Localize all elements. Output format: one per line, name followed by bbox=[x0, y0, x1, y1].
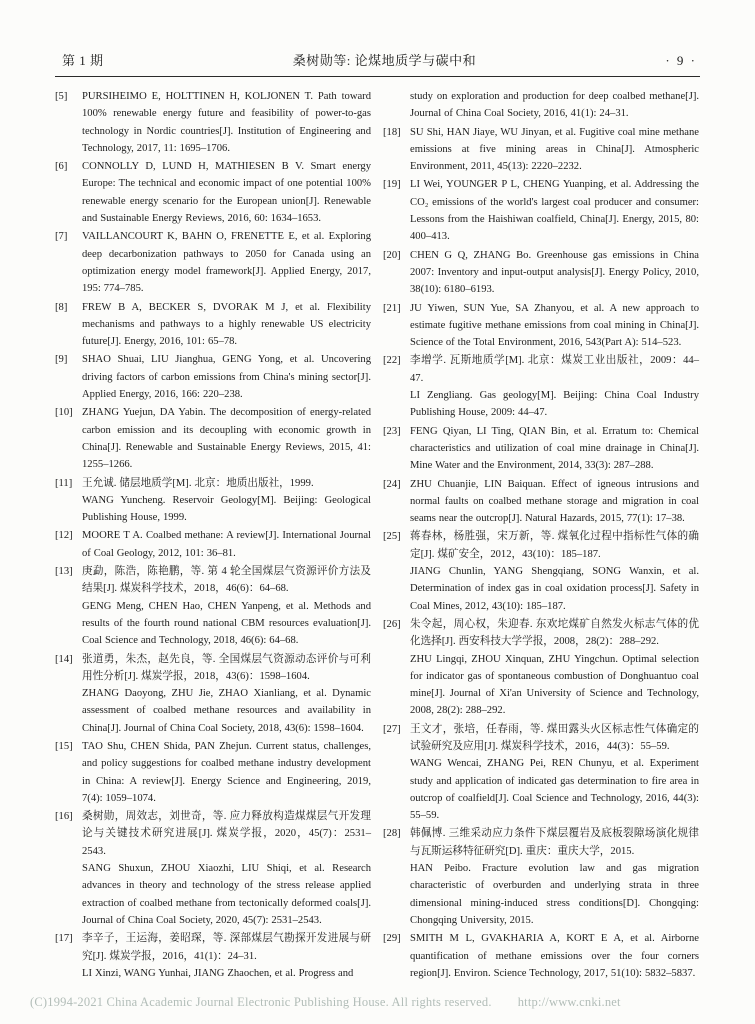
reference-text: ZHU Chuanjie, LIN Baiquan. Effect of igneous intrusions and normal faults on coalbed methane storage and migration in coal seams near the outcrop[J]. Natural Hazards, 2015, 77(1): 17–38. bbox=[410, 478, 699, 525]
reference-number: [15] bbox=[55, 740, 73, 752]
reference-entry bbox=[55, 228, 371, 297]
reference-entry bbox=[383, 300, 699, 352]
reference-number: [7] bbox=[55, 231, 68, 243]
reference-entry bbox=[55, 158, 371, 227]
page-number: · 9 · bbox=[665, 53, 697, 68]
reference-text: MOORE T A. Coalbed methane: A review[J]. International Journal of Coal Geology, 2012, 101: 36–81. bbox=[82, 530, 371, 559]
references-section bbox=[0, 88, 755, 983]
footer-url[interactable]: http://www.cnki.net bbox=[517, 995, 621, 1009]
reference-number: [9] bbox=[55, 354, 68, 366]
reference-entry bbox=[55, 88, 371, 157]
reference-text: SMITH M L, GVAKHARIA A, KORT E A, et al. Airborne quantification of methane emissions over the four corners region[J]. Environ. Science Technology, 2017, 51(10): 5832–5837. bbox=[410, 933, 699, 979]
reference-number: [13] bbox=[55, 566, 73, 578]
reference-number: [12] bbox=[55, 530, 73, 542]
running-title: 桑树勋等: 论煤地质学与碳中和 bbox=[292, 53, 477, 68]
reference-text: 桑树勋，周效志，刘世奇，等. 应力释放构造煤煤层气开发理论与关键技术研究进展[J]. 煤炭学报，2020，45(7)：2531–2543. bbox=[82, 811, 371, 857]
reference-text: ZHU Lingqi, ZHOU Xinquan, ZHU Yingchun. Optimal selection for indicator gas of spontaneous combustion of Donghuantuo coal mine[J]. Journal of Xi'an University of Science and Technology, 2008, 28(2): 288–292. bbox=[410, 653, 699, 717]
reference-entry bbox=[383, 528, 699, 614]
reference-text: WANG Yuncheng. Reservoir Geology[M]. Beijing: Geological Publishing House, 1999. bbox=[82, 494, 371, 524]
reference-text: HAN Peibo. Fracture evolution law and gas migration characteristic of overburden and underlying strata in three dimensional mining-induced stress conditions[D]. Chongqing: Chongqing University, 2015. bbox=[410, 863, 699, 926]
reference-number: [5] bbox=[55, 91, 68, 102]
copyright-text: (C)1994-2021 China Academic Journal Electronic Publishing House. All rights reserved. bbox=[30, 995, 492, 1009]
reference-entry bbox=[383, 476, 699, 528]
reference-entry bbox=[383, 176, 699, 245]
reference-text: LI Zengliang. Gas geology[M]. Beijing: China Coal Industry Publishing House, 2009: 44–47. bbox=[410, 390, 699, 419]
page-header bbox=[0, 50, 755, 69]
reference-text: 蒋春林，杨胜强，宋万新，等. 煤氧化过程中指标性气体的确定[J]. 煤矿安全，2012，43(10)：185–187. bbox=[410, 531, 699, 560]
reference-entry bbox=[383, 825, 699, 929]
reference-text: 韩佩博. 三维采动应力条件下煤层覆岩及底板裂隙场演化规律与瓦斯运移特征研究[D]. 重庆：重庆大学，2015. bbox=[410, 828, 699, 857]
reference-number: [25] bbox=[383, 531, 401, 543]
reference-text: 庚勐，陈浩，陈艳鹏，等. 第 4 轮全国煤层气资源评价方法及结果[J]. 煤炭科学技术，2018，46(6)：64–68. bbox=[82, 566, 371, 595]
reference-number: [14] bbox=[55, 653, 73, 665]
reference-number: [26] bbox=[383, 618, 401, 630]
reference-entry bbox=[55, 808, 371, 929]
reference-entry bbox=[383, 616, 699, 720]
reference-number: [27] bbox=[383, 723, 401, 735]
reference-text: 李增学. 瓦斯地质学[M]. 北京：煤炭工业出版社，2009：44–47. bbox=[410, 355, 699, 384]
reference-number: [18] bbox=[383, 126, 401, 138]
reference-entry bbox=[55, 738, 371, 807]
reference-text: 王允诚. 储层地质学[M]. 北京：地质出版社，1999. bbox=[82, 477, 314, 489]
reference-entry bbox=[55, 930, 371, 982]
reference-text: PURSIHEIMO E, HOLTTINEN H, KOLJONEN T. Path toward 100% renewable energy future and feasibility of power-to-gas technology in Nordic countries[J]. Institution of Engineering and Technology, 2017, 11: 1695–1706. bbox=[82, 91, 371, 154]
reference-entry bbox=[55, 475, 371, 527]
references-column-left bbox=[55, 88, 371, 983]
reference-number: [17] bbox=[55, 933, 73, 945]
reference-entry bbox=[383, 721, 699, 825]
reference-number: [21] bbox=[383, 302, 401, 314]
reference-text: LI Xinzi, WANG Yunhai, JIANG Zhaochen, et al. Progress and bbox=[82, 967, 354, 979]
reference-number: [8] bbox=[55, 301, 68, 313]
reference-text: 张道勇，朱杰，赵先良，等. 全国煤层气资源动态评价与可利用性分析[J]. 煤炭学报，2018，43(6)：1598–1604. bbox=[82, 653, 371, 682]
header-rule bbox=[55, 76, 700, 77]
reference-text: CHEN G Q, ZHANG Bo. Greenhouse gas emissions in China 2007: Inventory and input-output analysis[J]. Energy Policy, 2010, 38(10): 6180–6193. bbox=[410, 249, 699, 296]
issue-label: 第 1 期 bbox=[62, 53, 104, 68]
references-column-right bbox=[383, 88, 699, 983]
reference-text: SANG Shuxun, ZHOU Xiaozhi, LIU Shiqi, et al. Research advances in theory and technology of the stress release applied extraction of coalbed methane from tectonically deformed coals[J]. Journal of China Coal Society, 2020, 45(7): 2531–2543. bbox=[82, 863, 371, 926]
reference-text: WANG Wencai, ZHANG Pei, REN Chunyu, et al. Experiment study and application of indicated gas determination to fire area in outcrop of coalfield[J]. Coal Science and Technology, 2016, 44(3): 55–59. bbox=[410, 758, 699, 822]
reference-entry bbox=[55, 527, 371, 562]
reference-text: SHAO Shuai, LIU Jianghua, GENG Yong, et al. Uncovering driving factors of carbon emissions from China's mining sector[J]. Applied Energy, 2016, 166: 220–238. bbox=[82, 354, 371, 401]
reference-text: GENG Meng, CHEN Hao, CHEN Yanpeng, et al. Methods and results of the fourth round national CBM resources evaluation[J]. Coal Science and Technology, 2018, 46(6): 64–68. bbox=[82, 600, 371, 647]
page-footer bbox=[30, 995, 621, 1010]
reference-number: [24] bbox=[383, 478, 401, 490]
reference-text: 李辛子，王运海，姜昭琛，等. 深部煤层气勘探开发进展与研究[J]. 煤炭学报，2016，41(1)：24–31. bbox=[82, 933, 371, 962]
reference-number: [22] bbox=[383, 355, 401, 367]
reference-number: [29] bbox=[383, 933, 401, 945]
reference-number: [16] bbox=[55, 811, 73, 823]
reference-entry bbox=[383, 423, 699, 475]
reference-number: [10] bbox=[55, 407, 73, 419]
reference-text: TAO Shu, CHEN Shida, PAN Zhejun. Current status, challenges, and policy suggestions for coalbed methane industry development in China: A review[J]. Energy Science and Engineering, 2019, 7(4): 1059–1074. bbox=[82, 740, 371, 804]
reference-entry bbox=[383, 930, 699, 982]
reference-text: SU Shi, HAN Jiaye, WU Jinyan, et al. Fugitive coal mine methane emissions at five mining areas in China[J]. Atmospheric Environment, 2011, 45(13): 2220–2232. bbox=[410, 126, 699, 173]
reference-text: VAILLANCOURT K, BAHN O, FRENETTE E, et al. Exploring deep decarbonization pathways to 2050 for Canada using an optimization energy model framework[J]. Applied Energy, 2017, 195: 774–785. bbox=[82, 231, 371, 295]
reference-text: 王文才，张培，任春雨，等. 煤田露头火区标志性气体确定的试验研究及应用[J]. 煤炭科学技术，2016，44(3)：55–59. bbox=[410, 723, 699, 752]
reference-entry bbox=[383, 88, 699, 123]
reference-text: JIANG Chunlin, YANG Shengqiang, SONG Wanxin, et al. Determination of index gas in coal oxidation process[J]. Safety in Coal Mines, 2012, 43(10): 185–187. bbox=[410, 566, 699, 612]
reference-entry bbox=[383, 247, 699, 299]
reference-number: [19] bbox=[383, 179, 401, 191]
reference-text: study on exploration and production for deep coalbed methane[J]. Journal of China Coal Society, 2016, 41(1): 24–31. bbox=[410, 91, 699, 120]
reference-entry bbox=[55, 404, 371, 473]
reference-text: JU Yiwen, SUN Yue, SA Zhanyou, et al. A new approach to estimate fugitive methane emissions from coal mining in China[J]. Science of the Total Environment, 2016, 543(Part A): 514–523. bbox=[410, 302, 699, 349]
reference-text: 朱令起，周心权，朱迎春. 东欢坨煤矿自然发火标志气体的优化选择[J]. 西安科技大学学报，2008，28(2)：288–292. bbox=[410, 618, 699, 648]
reference-entry bbox=[383, 352, 699, 421]
reference-number: [23] bbox=[383, 425, 401, 437]
reference-entry bbox=[55, 563, 371, 649]
reference-entry bbox=[55, 651, 371, 737]
reference-entry bbox=[383, 124, 699, 176]
reference-text: LI Wei, YOUNGER P L, CHENG Yuanping, et al. Addressing the CO₂ emissions of the world's largest coal producer and consumer: Lessons from the Haishiwan coalfield, China[J]. Energy, 2015, 80: 400–413. bbox=[410, 179, 699, 243]
reference-entry bbox=[55, 351, 371, 403]
reference-text: FENG Qiyan, LI Ting, QIAN Bin, et al. Erratum to: Chemical characteristics and utilization of coal mine drainage in China[J]. Mine Water and the Environment, 2014, 33(3): 287–288. bbox=[410, 425, 699, 472]
reference-text: CONNOLLY D, LUND H, MATHIESEN B V. Smart energy Europe: The technical and economic impact of one potential 100% renewable energy scenario for the European union[J]. Renewable and Sustainable Energy Reviews, 2016, 60: 1634–1653. bbox=[82, 161, 371, 225]
reference-text: FREW B A, BECKER S, DVORAK M J, et al. Flexibility mechanisms and pathways to a highly renewable US electricity future[J]. Energy, 2016, 101: 65–78. bbox=[82, 301, 371, 348]
reference-text: ZHANG Yuejun, DA Yabin. The decomposition of energy-related carbon emission and its decoupling with economic growth in China[J]. Renewable and Sustainable Energy Reviews, 2015, 41: 1255–1266. bbox=[82, 407, 371, 471]
reference-number: [28] bbox=[383, 828, 401, 840]
reference-text: ZHANG Daoyong, ZHU Jie, ZHAO Xianliang, et al. Dynamic assessment of coalbed methane resources and availability in China[J]. Journal of China Coal Society, 2018, 43(6): 1598–1604. bbox=[82, 688, 371, 734]
reference-number: [20] bbox=[383, 249, 401, 261]
reference-number: [6] bbox=[55, 161, 68, 173]
reference-number: [11] bbox=[55, 477, 73, 489]
reference-entry bbox=[55, 299, 371, 351]
